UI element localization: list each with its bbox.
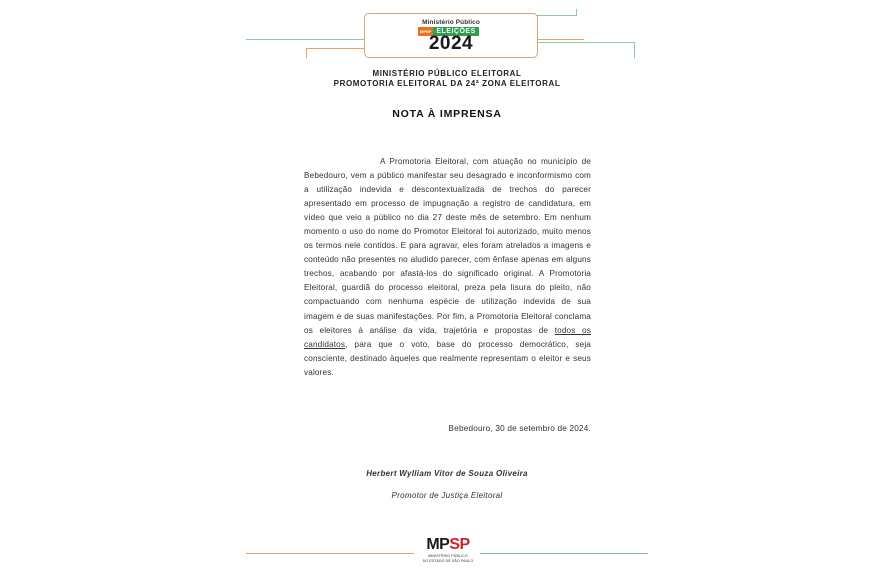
mpsp-logo-mp: MP [426,536,450,553]
logo-elections-text: ELEIÇÕES [433,27,478,36]
logo-year: 2024 [428,33,474,54]
document-title: NOTA À IMPRENSA [392,108,502,120]
press-note-body [304,155,591,380]
logo-tag: MPSP [420,29,432,34]
signatory-role: Promotor de Justiça Eleitoral [391,491,503,500]
document-date: Bebedouro, 30 de setembro de 2024. [448,424,591,433]
header-line-orange-left-drop [306,48,307,58]
header-line-orange-left [306,48,364,49]
mpsp-logo-sub1: MINISTÉRIO PÚBLICO [428,554,468,558]
footer-line-green [480,553,648,554]
elections-2024-logo [364,13,538,58]
footer-line-orange [246,553,414,554]
header-line-green-right [536,42,634,43]
org-line-2: PROMOTORIA ELEITORAL DA 24ª ZONA ELEITORAL [333,79,561,88]
org-line-1: MINISTÉRIO PÚBLICO ELEITORAL [372,69,522,78]
mpsp-logo [419,536,477,563]
header-line-orange-right [536,39,584,40]
body-text-underlined: todos os candidatos [304,325,591,349]
header-line-green-top-drop [576,9,577,16]
mpsp-logo-sp: SP [449,536,470,553]
signatory-name: Herbert Wylliam Vitor de Souza Oliveira [366,469,528,478]
body-text-part-1: A Promotoria Eleitoral, com atuação no município de Bebedouro, vem a público manifestar seu desagrado e inconformismo com a utilização indevida e descontextualizada de trechos do parecer apresentado em processo de impugnação a registro de candidatura, em vídeo que veio a público no dia 27 deste mês de setembro. Em nenhum momento o uso do nome do Promotor Eleitoral foi autorizado, muito menos os termos nele contidos. E para agravar, eles foram atrelados a imagens e conteúdo não presentes no aludido parecer, com ênfase apenas em alguns trechos, acabando por afastá-los do significado original. A Promotoria Eleitoral, guardiã do processo eleitoral, preza pela lisura do pleito, não compactuando com nenhuma espécie de utilização indevida de sua imagem e de suas manifestações. Por fim, a Promotoria Eleitoral conclama os eleitores à análise da vida, trajetória e propostas de [304,157,591,335]
body-text-part-2: , para que o voto, base do processo democrático, seja consciente, destinado àqueles que realmente representam o eleitor e seus valores. [304,339,591,377]
header-line-green-right-drop [634,42,635,58]
mpsp-logo-mark [419,536,477,554]
header-line-green-left [246,39,364,40]
logo-top-text: Ministério Público [422,19,480,26]
mpsp-logo-sub2: DO ESTADO DE SÃO PAULO [422,558,474,563]
